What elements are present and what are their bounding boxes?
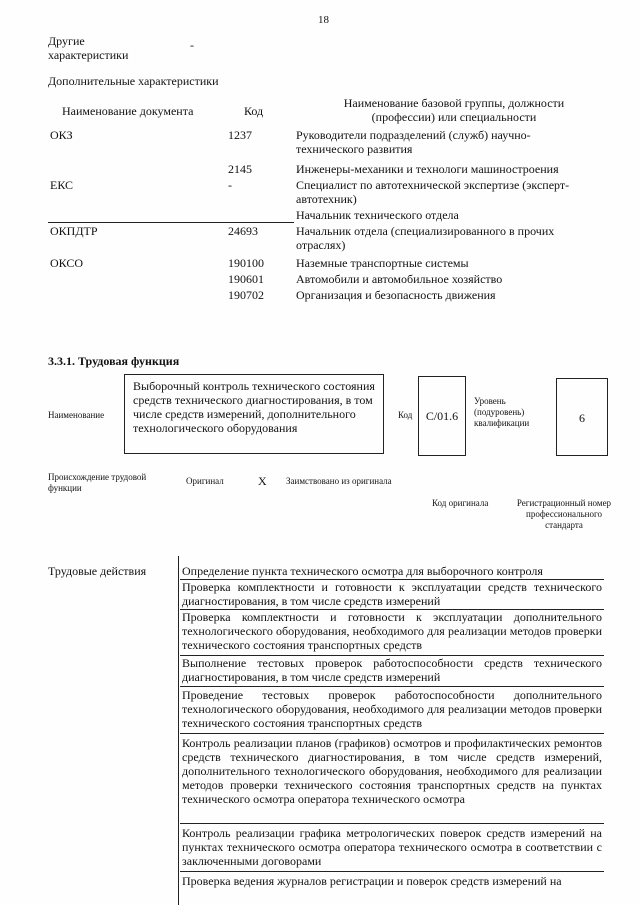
header-doc: Наименование документа xyxy=(62,104,194,118)
origin-label: Происхождение трудовой функции xyxy=(48,472,147,493)
table-cell-doc: ЕКС xyxy=(50,178,74,192)
action-item: Контроль реализации планов (графиков) осмотров и профилактических ремонтов средств технического диагностирования, в том числе средств измерений, дополнительного технологического оборудования, необходимого для реализации методов проверки технического состояния транспортных средств на пунктах технического осмотра оператора технического осмотра xyxy=(182,736,602,806)
action-item: Выполнение тестовых проверок работоспособности средств технического диагностирования, в том числе средств измерений xyxy=(182,656,602,684)
table-cell-code: 24693 xyxy=(228,224,258,238)
other-characteristics-value: - xyxy=(190,38,194,52)
action-item: Проверка комплектности и готовности к эксплуатации средств технического диагностирования, в том числе средств измерений xyxy=(182,580,602,608)
table-divider xyxy=(48,222,294,223)
table-cell-name: Начальник отдела (специализированного в прочих отраслях) xyxy=(296,224,555,252)
action-separator xyxy=(180,871,604,872)
origin-mark: X xyxy=(258,474,267,488)
qualification-level-box xyxy=(556,378,608,456)
function-code-label: Код xyxy=(398,410,413,420)
header-name: Наименование базовой группы, должности (профессии) или специальности xyxy=(343,96,565,124)
function-name-value: Выборочный контроль технического состояния средств технического диагностирования, в том числе средств измерений, дополнительного технологического оборудования xyxy=(133,379,375,435)
table-cell-name: Начальник технического отдела xyxy=(296,208,459,222)
table-cell-code: 190601 xyxy=(228,272,264,286)
section-title: 3.3.1. Трудовая функция xyxy=(48,354,180,368)
function-code-box xyxy=(418,376,466,456)
action-item: Проведение тестовых проверок работоспособности дополнительного технологического оборудования, необходимого для реализации методов проверки технического состояния транспортных средств xyxy=(182,688,602,730)
qualification-level-label: Уровень (подуровень) квалификации xyxy=(474,396,530,428)
action-separator xyxy=(180,733,604,734)
origin-original: Оригинал xyxy=(186,476,224,486)
page-number: 18 xyxy=(318,14,329,26)
table-cell-doc: ОКПДТР xyxy=(50,224,98,238)
function-name-box xyxy=(124,374,384,454)
origin-borrowed: Заимствовано из оригинала xyxy=(286,476,392,486)
actions-divider xyxy=(178,556,179,905)
action-separator xyxy=(180,686,604,687)
actions-label: Трудовые действия xyxy=(48,564,147,578)
table-cell-name: Автомобили и автомобильное хозяйство xyxy=(296,272,503,286)
action-item: Определение пункта технического осмотра для выборочного контроля xyxy=(182,564,543,578)
action-separator xyxy=(180,823,604,824)
function-code-value: C/01.6 xyxy=(425,409,459,423)
table-cell-code: - xyxy=(228,178,232,192)
code-original-label: Код оригинала xyxy=(432,498,489,508)
table-cell-code: 190702 xyxy=(228,288,264,302)
function-name-label: Наименование xyxy=(48,410,105,420)
table-cell-name: Специалист по автотехнической экспертизе (эксперт-автотехник) xyxy=(296,178,570,206)
table-cell-name: Наземные транспортные системы xyxy=(296,256,469,270)
table-cell-code: 190100 xyxy=(228,256,264,270)
additional-characteristics-title: Дополнительные характеристики xyxy=(48,74,219,88)
action-item: Контроль реализации графика метрологических поверок средств измерений на пунктах технического осмотра оператора технического осмотра в соответствии с заключенными договорами xyxy=(182,826,602,868)
table-cell-name: Руководители подразделений (служб) научно-технического развития xyxy=(296,128,531,156)
table-cell-doc: ОКСО xyxy=(50,256,84,270)
other-characteristics-label: Другие характеристики xyxy=(48,34,129,62)
table-cell-code: 1237 xyxy=(228,128,252,142)
table-cell-doc: ОКЗ xyxy=(50,128,73,142)
action-item: Проверка ведения журналов регистрации и поверок средств измерений на xyxy=(182,874,562,888)
table-cell-name: Организация и безопасность движения xyxy=(296,288,496,302)
table-cell-name: Инженеры-механики и технологи машиностроения xyxy=(296,162,559,176)
header-code: Код xyxy=(244,104,264,118)
table-cell-code: 2145 xyxy=(228,162,252,176)
registration-number-label: Регистрационный номер профессионального стандарта xyxy=(516,498,612,530)
action-item: Проверка комплектности и готовности к эксплуатации дополнительного технологического оборудования, необходимого для реализации методов проверки технического состояния транспортных средств xyxy=(182,610,602,652)
qualification-level-value: 6 xyxy=(579,411,585,425)
